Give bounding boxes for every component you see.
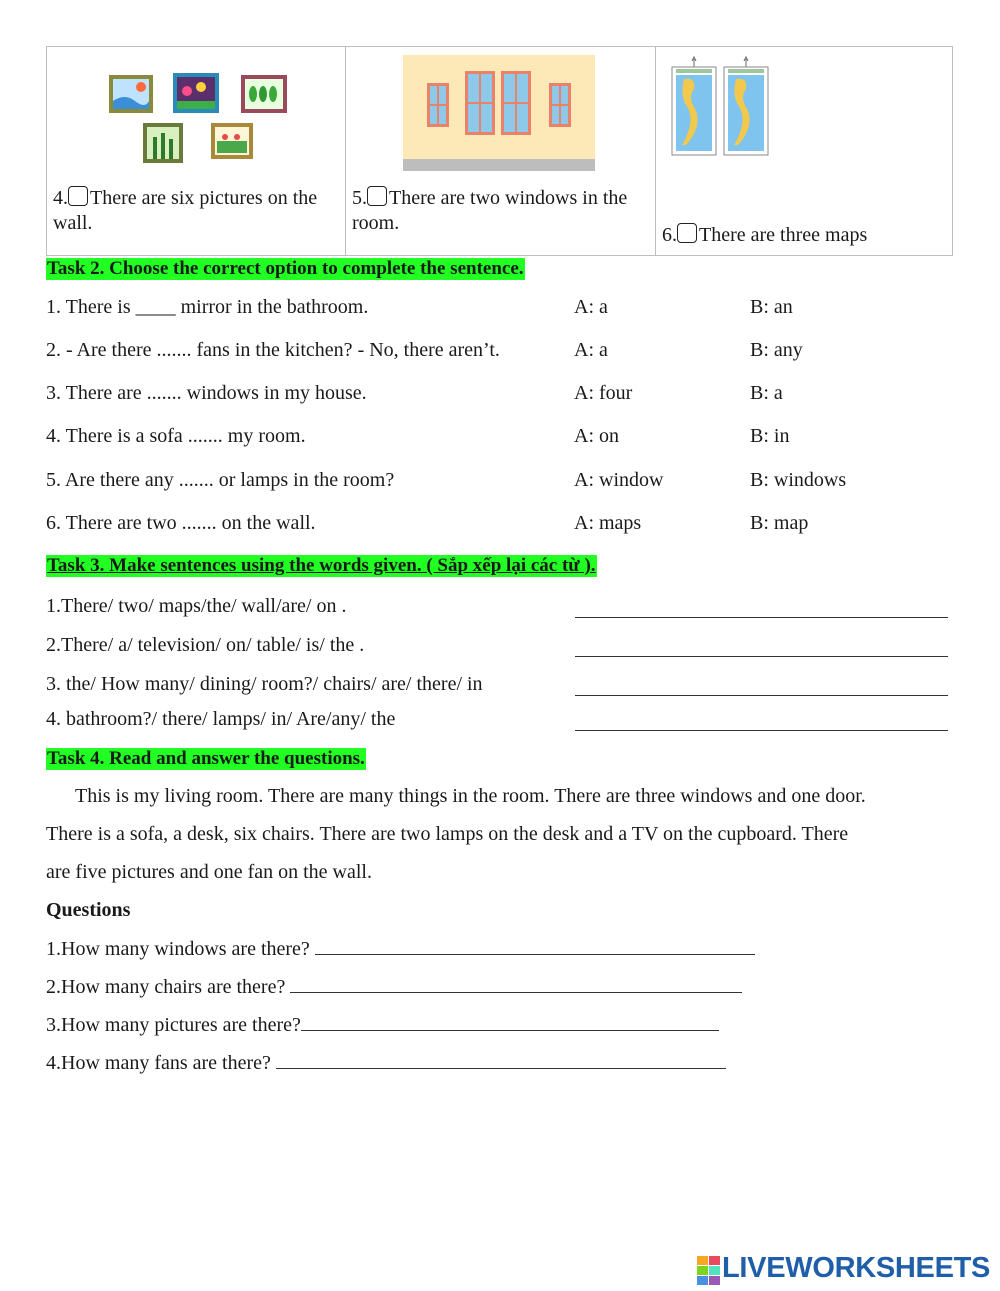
item-number: 5.	[352, 187, 367, 209]
task3-item-1: 1.There/ two/ maps/the/ wall/are/ on .	[46, 595, 347, 617]
picture-table	[46, 46, 953, 256]
liveworksheets-logo-icon	[697, 1254, 721, 1286]
task2-heading: Task 2. Choose the correct option to complete the sentence.	[47, 258, 524, 279]
question-text: 1.How many windows are there?	[46, 938, 310, 960]
answer-line[interactable]	[276, 1051, 726, 1069]
option-b[interactable]: B: in	[750, 425, 790, 447]
picture-cell-6	[656, 47, 953, 256]
question-text: 4. There is a sofa ....... my room.	[46, 425, 306, 447]
task2-question-4	[46, 425, 951, 451]
option-a[interactable]: A: maps	[574, 512, 642, 534]
task2-question-6	[46, 512, 951, 538]
question-text: 5. Are there any ....... or lamps in the room?	[46, 469, 395, 491]
task1-item-5	[352, 186, 648, 236]
option-a[interactable]: A: a	[574, 296, 608, 318]
question-text: 2.How many chairs are there?	[46, 976, 286, 998]
task4-question-2	[46, 975, 742, 999]
answer-line[interactable]	[315, 937, 755, 955]
task3-item-3: 3. the/ How many/ dining/ room?/ chairs/ are/ there/ in	[46, 673, 483, 695]
item-text: There are six pictures on the wall.	[53, 187, 318, 234]
question-text: 1. There is ____ mirror in the bathroom.	[46, 296, 369, 318]
answer-line[interactable]	[290, 975, 742, 993]
task4-question-4	[46, 1051, 726, 1075]
task4-question-3	[46, 1013, 719, 1037]
brand-name[interactable]: LIVEWORKSHEETS	[722, 1252, 991, 1284]
task4-question-1	[46, 937, 755, 961]
task1-item-6	[662, 223, 946, 248]
option-b[interactable]: B: a	[750, 382, 783, 404]
option-a[interactable]: A: window	[574, 469, 664, 491]
pictures-illustration	[105, 57, 305, 169]
option-b[interactable]: B: any	[750, 339, 803, 361]
question-text: 2. - Are there ....... fans in the kitchen? - No, there aren’t.	[46, 339, 500, 361]
passage-line-3: are five pictures and one fan on the wall.	[46, 861, 372, 883]
reading-passage	[46, 777, 956, 891]
maps-illustration	[670, 55, 774, 159]
option-a[interactable]: A: four	[574, 382, 633, 404]
question-text: 3.How many pictures are there?	[46, 1014, 301, 1036]
task2-question-3	[46, 382, 951, 408]
task3-heading: Task 3. Make sentences using the words given. ( Sắp xếp lại các từ ).	[47, 555, 596, 576]
option-a[interactable]: A: on	[574, 425, 619, 447]
task1-item-4	[53, 186, 338, 236]
answer-checkbox[interactable]	[68, 186, 88, 206]
task3-answer-line-4[interactable]	[575, 730, 948, 731]
option-b[interactable]: B: map	[750, 512, 809, 534]
question-text: 6. There are two ....... on the wall.	[46, 512, 316, 534]
task4-heading: Task 4. Read and answer the questions.	[47, 748, 365, 769]
passage-line-2: There is a sofa, a desk, six chairs. There are two lamps on the desk and a TV on the cupboard. There	[46, 823, 849, 845]
answer-checkbox[interactable]	[367, 186, 387, 206]
task3-answer-line-2[interactable]	[575, 656, 948, 657]
questions-label: Questions	[46, 899, 131, 921]
picture-cell-5	[346, 47, 656, 256]
picture-cell-4	[47, 47, 346, 256]
question-text: 4.How many fans are there?	[46, 1052, 271, 1074]
item-number: 4.	[53, 187, 68, 209]
task3-item-2: 2.There/ a/ television/ on/ table/ is/ the .	[46, 634, 365, 656]
item-text: There are three maps	[699, 224, 868, 246]
passage-line-1: This is my living room. There are many things in the room. There are three windows and one door.	[75, 785, 866, 807]
task2-question-5	[46, 469, 951, 495]
question-text: 3. There are ....... windows in my house.	[46, 382, 367, 404]
option-b[interactable]: B: an	[750, 296, 793, 318]
option-a[interactable]: A: a	[574, 339, 608, 361]
option-b[interactable]: B: windows	[750, 469, 847, 491]
task3-item-4: 4. bathroom?/ there/ lamps/ in/ Are/any/ the	[46, 708, 396, 730]
item-text: There are two windows in the room.	[352, 187, 628, 234]
task2-question-1	[46, 296, 951, 322]
task3-answer-line-3[interactable]	[575, 695, 948, 696]
answer-checkbox[interactable]	[677, 223, 697, 243]
item-number: 6.	[662, 224, 677, 246]
task3-answer-line-1[interactable]	[575, 617, 948, 618]
task2-question-2	[46, 339, 951, 365]
answer-line[interactable]	[301, 1013, 719, 1031]
windows-illustration	[403, 55, 595, 173]
